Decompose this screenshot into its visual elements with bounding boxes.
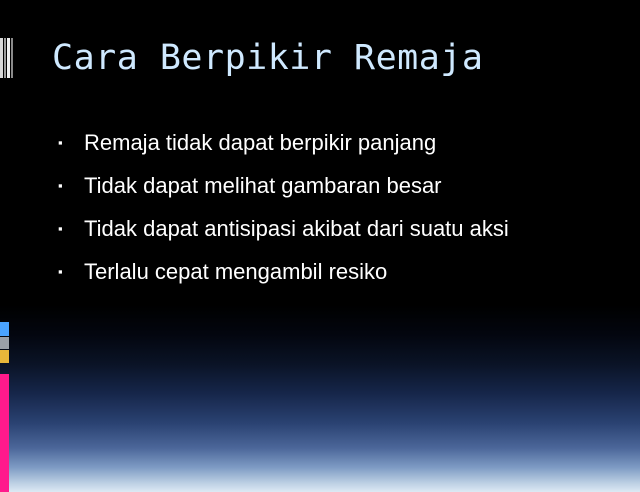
list-item-label: Terlalu cepat mengambil resiko [84,259,388,284]
decorative-bars-top [0,38,14,78]
list-item-label: Tidak dapat antisipasi akibat dari suatu aksi [84,216,509,241]
decor-bar-pink [0,374,9,492]
decorative-bars-middle [0,322,12,372]
list-item [58,214,618,244]
bullet-square-icon: ▪ [58,178,63,193]
list-item-label: Tidak dapat melihat gambaran besar [84,173,442,198]
bullet-square-icon: ▪ [58,135,63,150]
decor-bar-gray [0,337,9,349]
decor-bar-2 [4,38,6,78]
list-item-label: Remaja tidak dapat berpikir panjang [84,130,437,155]
bullet-square-icon: ▪ [58,221,63,236]
list-item [58,257,618,287]
list-item [58,128,618,158]
bullet-list [58,128,618,300]
list-item [58,171,618,201]
decor-bar-4 [11,38,13,78]
decor-bar-yellow [0,350,9,363]
decor-bar-blue [0,322,9,336]
decor-bar-1 [0,38,3,78]
decor-bar-3 [7,38,10,78]
bullet-square-icon: ▪ [58,264,63,279]
slide-title: Cara Berpikir Remaja [52,38,484,78]
